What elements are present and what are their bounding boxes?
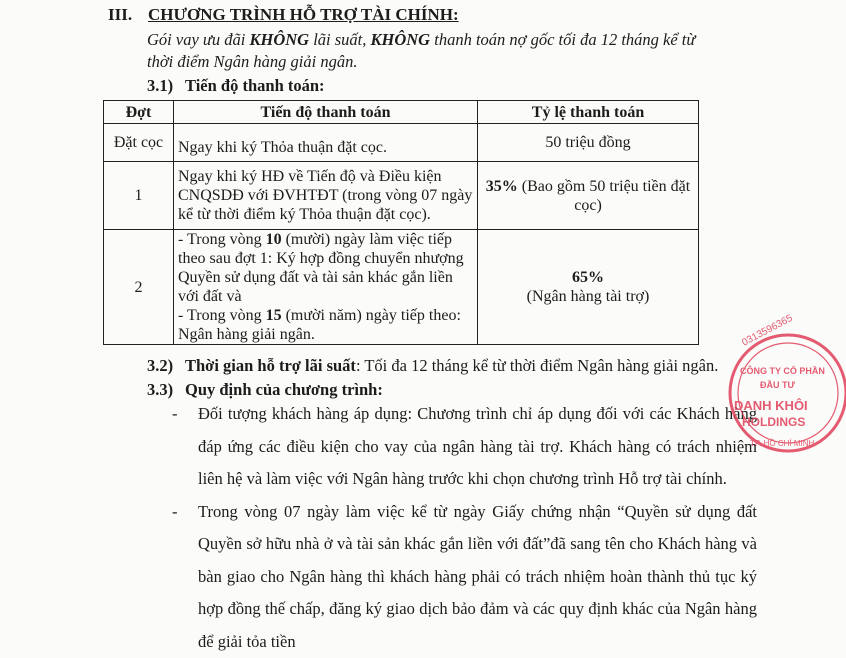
subsection-3-2: 3.2) Thời gian hỗ trợ lãi suất: Tối đa 12 tháng kể từ thời điểm Ngân hàng giải ngân. (147, 356, 718, 376)
table-row (104, 124, 699, 162)
table-row (104, 162, 699, 230)
section-heading (108, 5, 459, 25)
section-intro: Gói vay ưu đãi KHÔNG lãi suất, KHÔNG thanh toán nợ gốc tối đa 12 tháng kể từ thời điểm Ngân hàng giải ngân. (147, 29, 707, 73)
svg-text:HOLDINGS: HOLDINGS (742, 415, 805, 429)
table-row (104, 230, 699, 345)
svg-text:CÔNG TY CỔ PHẦN: CÔNG TY CỔ PHẦN (740, 365, 825, 376)
payment-schedule-table (103, 100, 699, 345)
list-item: - Đối tượng khách hàng áp dụng: Chương trình chỉ áp dụng đối với các Khách hàng đáp ứng các điều kiện cho vay của ngân hàng tài trợ. Khách hàng có trách nhiệm liên hệ và làm việc với Ngân hàng trước khi chọn chương trình Hỗ trợ tài chính. (172, 398, 757, 496)
row-2-rate: 65% (Ngân hàng tài trợ) (478, 230, 699, 345)
svg-text:0313596365: 0313596365 (740, 313, 795, 349)
subsection-3-3-heading: 3.3) Quy định của chương trình: (147, 380, 383, 400)
row-deposit-schedule: Ngay khi ký Thỏa thuận đặt cọc. (174, 124, 478, 162)
program-rules-list (172, 398, 757, 658)
table-header-row (104, 101, 699, 124)
section-number: III. (108, 5, 148, 25)
svg-text:TP. HỒ CHÍ MINH: TP. HỒ CHÍ MINH (750, 438, 815, 448)
row-deposit-rate: 50 triệu đồng (478, 124, 699, 162)
row-1-schedule: Ngay khi ký HĐ về Tiến độ và Điều kiện CNQSDĐ với ĐVHTĐT (trong vòng 07 ngày kể từ thời điểm ký Thỏa thuận đặt cọc). (174, 162, 478, 230)
col-header-ty-le: Tỷ lệ thanh toán (478, 101, 699, 124)
svg-text:DANH KHÔI: DANH KHÔI (734, 398, 808, 413)
col-header-dot: Đợt (104, 101, 174, 124)
subsection-3-1-heading: 3.1) Tiến độ thanh toán: (147, 76, 325, 96)
row-2-schedule: - Trong vòng 10 (mười) ngày làm việc tiếp theo sau đợt 1: Ký hợp đồng chuyển nhượng Quyền sử dụng đất và tài sản khác gắn liền với đất và - Trong vòng 15 (mười năm) ngày tiếp theo: Ngân hàng giải ngân. (174, 230, 478, 345)
row-deposit-dot: Đặt cọc (104, 124, 174, 162)
row-1-rate: 35% (Bao gồm 50 triệu tiền đặt cọc) (478, 162, 699, 230)
company-stamp-seal (726, 318, 846, 468)
list-item: - Trong vòng 07 ngày làm việc kể từ ngày Giấy chứng nhận “Quyền sử dụng đất Quyền sở hữu nhà ở và tài sản khác gắn liền với đất”đã sang tên cho Khách hàng và bàn giao cho Ngân hàng thì khách hàng phải có trách nhiệm hoàn thành thủ tục ký hợp đồng thế chấp, đăng ký giao dịch bảo đảm và các quy định khác của Ngân hàng để giải tỏa tiền (172, 496, 757, 658)
row-1-dot: 1 (104, 162, 174, 230)
section-title: CHƯƠNG TRÌNH HỖ TRỢ TÀI CHÍNH: (148, 5, 459, 24)
row-2-dot: 2 (104, 230, 174, 345)
col-header-tien-do: Tiến độ thanh toán (174, 101, 478, 124)
svg-text:ĐẦU TƯ: ĐẦU TƯ (760, 380, 795, 390)
